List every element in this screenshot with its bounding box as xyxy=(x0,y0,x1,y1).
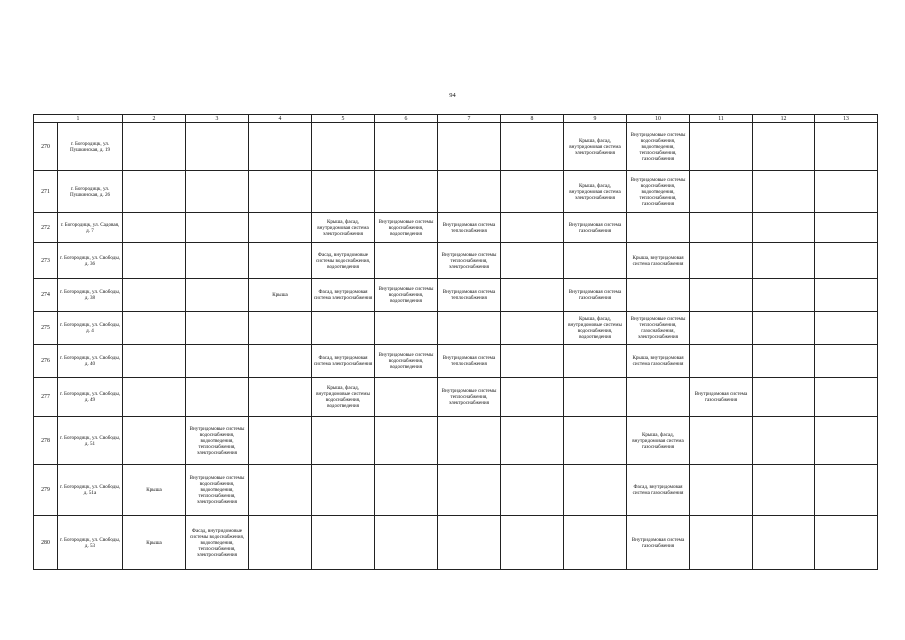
cell-col-12 xyxy=(753,378,815,417)
cell-col-3 xyxy=(186,123,249,171)
cell-col-9: Внутридомовая система газоснабжения xyxy=(564,213,627,243)
cell-col-13 xyxy=(815,171,878,213)
cell-col-10: Крыша, внутридомовая система газоснабжения xyxy=(627,243,690,279)
cell-col-6 xyxy=(375,171,438,213)
cell-col-8 xyxy=(501,417,564,465)
cell-col-6 xyxy=(375,465,438,516)
cell-col-6 xyxy=(375,243,438,279)
cell-col-11 xyxy=(690,516,753,570)
cell-col-3: Фасад, внутридомовые системы водоснабжения, водоотведения, теплоснабжения, электроснабжения xyxy=(186,516,249,570)
cell-col-4: Крыша xyxy=(249,279,312,312)
cell-col-9 xyxy=(564,516,627,570)
cell-col-5: Крыша, фасад, внутридомовые системы водоснабжения, водоотведения xyxy=(312,378,375,417)
cell-col-2 xyxy=(123,123,186,171)
table-row xyxy=(34,465,878,516)
column-header-13: 13 xyxy=(815,115,878,123)
cell-col-11 xyxy=(690,312,753,345)
table-row xyxy=(34,171,878,213)
column-header-12: 12 xyxy=(753,115,815,123)
column-header-8: 8 xyxy=(501,115,564,123)
cell-col-2: Крыша xyxy=(123,516,186,570)
cell-col-10 xyxy=(627,378,690,417)
cell-col-4 xyxy=(249,213,312,243)
column-header-1: 1 xyxy=(34,115,123,123)
row-number: 277 xyxy=(34,378,58,417)
cell-col-2 xyxy=(123,213,186,243)
cell-col-8 xyxy=(501,378,564,417)
address-cell: г. Богородицк, ул. Пушкинская, д. 19 xyxy=(58,123,123,171)
cell-col-5: Фасад, внутридомовая система электроснабжения xyxy=(312,279,375,312)
cell-col-12 xyxy=(753,171,815,213)
cell-col-5 xyxy=(312,417,375,465)
table-row xyxy=(34,516,878,570)
cell-col-13 xyxy=(815,516,878,570)
cell-col-13 xyxy=(815,312,878,345)
cell-col-7: Внутридомовая система теплоснабжения xyxy=(438,345,501,378)
cell-col-4 xyxy=(249,516,312,570)
row-number: 273 xyxy=(34,243,58,279)
row-number: 274 xyxy=(34,279,58,312)
address-cell: г. Богородицк, ул. Свободы, д. 49 xyxy=(58,378,123,417)
cell-col-3 xyxy=(186,243,249,279)
cell-col-11 xyxy=(690,213,753,243)
row-number: 275 xyxy=(34,312,58,345)
page-number: 94 xyxy=(449,92,456,99)
cell-col-4 xyxy=(249,378,312,417)
column-header-9: 9 xyxy=(564,115,627,123)
table-row xyxy=(34,417,878,465)
address-cell: г. Богородицк, ул. Садовая, д. 7 xyxy=(58,213,123,243)
row-number: 271 xyxy=(34,171,58,213)
cell-col-10: Внутридомовые системы водоснабжения, водоотведения, теплоснабжения, газоснабжения xyxy=(627,123,690,171)
table-row xyxy=(34,243,878,279)
cell-col-11 xyxy=(690,171,753,213)
cell-col-8 xyxy=(501,279,564,312)
cell-col-5 xyxy=(312,312,375,345)
column-header-7: 7 xyxy=(438,115,501,123)
cell-col-11 xyxy=(690,123,753,171)
cell-col-8 xyxy=(501,516,564,570)
cell-col-8 xyxy=(501,243,564,279)
cell-col-3 xyxy=(186,279,249,312)
cell-col-9: Крыша, фасад, внутридомовая система электроснабжения xyxy=(564,123,627,171)
cell-col-3: Внутридомовые системы водоснабжения, водоотведения, теплоснабжения, электроснабжения xyxy=(186,417,249,465)
column-header-5: 5 xyxy=(312,115,375,123)
cell-col-8 xyxy=(501,465,564,516)
cell-col-13 xyxy=(815,243,878,279)
cell-col-7 xyxy=(438,465,501,516)
cell-col-11 xyxy=(690,345,753,378)
cell-col-8 xyxy=(501,123,564,171)
address-cell: г. Богородицк, ул. Свободы, д. 53 xyxy=(58,516,123,570)
row-number: 270 xyxy=(34,123,58,171)
cell-col-11 xyxy=(690,417,753,465)
row-number: 278 xyxy=(34,417,58,465)
cell-col-13 xyxy=(815,417,878,465)
table-row xyxy=(34,378,878,417)
cell-col-10: Внутридомовые системы теплоснабжения, газоснабжения, электроснабжения xyxy=(627,312,690,345)
address-cell: г. Богородицк, ул. Свободы, д. 40 xyxy=(58,345,123,378)
cell-col-2 xyxy=(123,417,186,465)
cell-col-3 xyxy=(186,213,249,243)
cell-col-11 xyxy=(690,465,753,516)
cell-col-9 xyxy=(564,417,627,465)
cell-col-12 xyxy=(753,312,815,345)
cell-col-10: Внутридомовые системы водоснабжения, водоотведения, теплоснабжения, газоснабжения xyxy=(627,171,690,213)
cell-col-9 xyxy=(564,345,627,378)
cell-col-12 xyxy=(753,213,815,243)
cell-col-12 xyxy=(753,243,815,279)
cell-col-13 xyxy=(815,123,878,171)
cell-col-4 xyxy=(249,345,312,378)
cell-col-10: Внутридомовая система газоснабжения xyxy=(627,516,690,570)
address-cell: г. Богородицк, ул. Свободы, д. 51 xyxy=(58,417,123,465)
cell-col-8 xyxy=(501,312,564,345)
cell-col-10: Крыша, фасад, внутридомовая система газоснабжения xyxy=(627,417,690,465)
cell-col-10: Фасад, внутридомовая система газоснабжения xyxy=(627,465,690,516)
cell-col-7 xyxy=(438,123,501,171)
cell-col-6 xyxy=(375,123,438,171)
cell-col-10 xyxy=(627,279,690,312)
cell-col-2: Крыша xyxy=(123,465,186,516)
cell-col-12 xyxy=(753,345,815,378)
cell-col-13 xyxy=(815,465,878,516)
cell-col-2 xyxy=(123,312,186,345)
cell-col-6 xyxy=(375,312,438,345)
row-number: 280 xyxy=(34,516,58,570)
table-row xyxy=(34,345,878,378)
cell-col-9 xyxy=(564,465,627,516)
cell-col-9: Крыша, фасад, внутридомовая система электроснабжения xyxy=(564,171,627,213)
cell-col-7 xyxy=(438,516,501,570)
cell-col-2 xyxy=(123,279,186,312)
cell-col-7 xyxy=(438,417,501,465)
cell-col-6 xyxy=(375,417,438,465)
cell-col-12 xyxy=(753,516,815,570)
table-row xyxy=(34,312,878,345)
cell-col-7: Внутридомовые системы теплоснабжения, электроснабжения xyxy=(438,243,501,279)
row-number: 276 xyxy=(34,345,58,378)
cell-col-7 xyxy=(438,171,501,213)
cell-col-6 xyxy=(375,516,438,570)
cell-col-2 xyxy=(123,378,186,417)
cell-col-3 xyxy=(186,345,249,378)
cell-col-5: Крыша, фасад, внутридомовая система электроснабжения xyxy=(312,213,375,243)
cell-col-3 xyxy=(186,378,249,417)
cell-col-8 xyxy=(501,171,564,213)
address-cell: г. Богородицк, ул. Свободы, д. 36 xyxy=(58,243,123,279)
cell-col-7: Внутридомовые системы теплоснабжения, электроснабжения xyxy=(438,378,501,417)
address-cell: г. Богородицк, ул. Свободы, д. 51а xyxy=(58,465,123,516)
cell-col-5: Фасад, внутридомовые системы водоснабжения, водоотведения xyxy=(312,243,375,279)
cell-col-9 xyxy=(564,243,627,279)
cell-col-5: Фасад, внутридомовая система электроснабжения xyxy=(312,345,375,378)
cell-col-9 xyxy=(564,378,627,417)
address-cell: г. Богородицк, ул. Свободы, д. 38 xyxy=(58,279,123,312)
address-cell: г. Богородицк, ул. Пушкинская, д. 26 xyxy=(58,171,123,213)
row-number: 272 xyxy=(34,213,58,243)
cell-col-12 xyxy=(753,465,815,516)
cell-col-12 xyxy=(753,123,815,171)
table-row xyxy=(34,213,878,243)
cell-col-13 xyxy=(815,279,878,312)
cell-col-5 xyxy=(312,465,375,516)
cell-col-7: Внутридомовая система теплоснабжения xyxy=(438,279,501,312)
cell-col-3 xyxy=(186,171,249,213)
cell-col-6: Внутридомовые системы водоснабжения, водоотведения xyxy=(375,213,438,243)
cell-col-4 xyxy=(249,123,312,171)
table-row xyxy=(34,279,878,312)
cell-col-13 xyxy=(815,213,878,243)
address-cell: г. Богородицк, ул. Свободы, д. 4 xyxy=(58,312,123,345)
cell-col-9: Крыша, фасад, внутридомовые системы водоснабжения, водоотведения xyxy=(564,312,627,345)
cell-col-3: Внутридомовые системы водоснабжения, водоотведения, теплоснабжения, электроснабжения xyxy=(186,465,249,516)
column-header-10: 10 xyxy=(627,115,690,123)
cell-col-10: Крыша, внутридомовая система газоснабжения xyxy=(627,345,690,378)
column-header-11: 11 xyxy=(690,115,753,123)
cell-col-3 xyxy=(186,312,249,345)
cell-col-12 xyxy=(753,417,815,465)
cell-col-8 xyxy=(501,213,564,243)
cell-col-6: Внутридомовые системы водоснабжения, водоотведения xyxy=(375,345,438,378)
cell-col-4 xyxy=(249,312,312,345)
cell-col-4 xyxy=(249,465,312,516)
cell-col-11 xyxy=(690,279,753,312)
cell-col-8 xyxy=(501,345,564,378)
cell-col-11 xyxy=(690,243,753,279)
cell-col-13 xyxy=(815,378,878,417)
cell-col-5 xyxy=(312,171,375,213)
row-number: 279 xyxy=(34,465,58,516)
cell-col-4 xyxy=(249,243,312,279)
column-header-3: 3 xyxy=(186,115,249,123)
cell-col-5 xyxy=(312,123,375,171)
cell-col-2 xyxy=(123,243,186,279)
cell-col-13 xyxy=(815,345,878,378)
column-header-4: 4 xyxy=(249,115,312,123)
cell-col-11: Внутридомовая система газоснабжения xyxy=(690,378,753,417)
cell-col-2 xyxy=(123,171,186,213)
cell-col-9: Внутридомовая система газоснабжения xyxy=(564,279,627,312)
cell-col-12 xyxy=(753,279,815,312)
cell-col-5 xyxy=(312,516,375,570)
cell-col-6 xyxy=(375,378,438,417)
cell-col-10 xyxy=(627,213,690,243)
capital-repair-table xyxy=(33,114,878,570)
cell-col-7: Внутридомовая система теплоснабжения xyxy=(438,213,501,243)
table-row xyxy=(34,123,878,171)
cell-col-4 xyxy=(249,171,312,213)
cell-col-7 xyxy=(438,312,501,345)
column-header-2: 2 xyxy=(123,115,186,123)
column-number-row xyxy=(34,115,878,123)
cell-col-4 xyxy=(249,417,312,465)
column-header-6: 6 xyxy=(375,115,438,123)
cell-col-2 xyxy=(123,345,186,378)
cell-col-6: Внутридомовые системы водоснабжения, водоотведения xyxy=(375,279,438,312)
